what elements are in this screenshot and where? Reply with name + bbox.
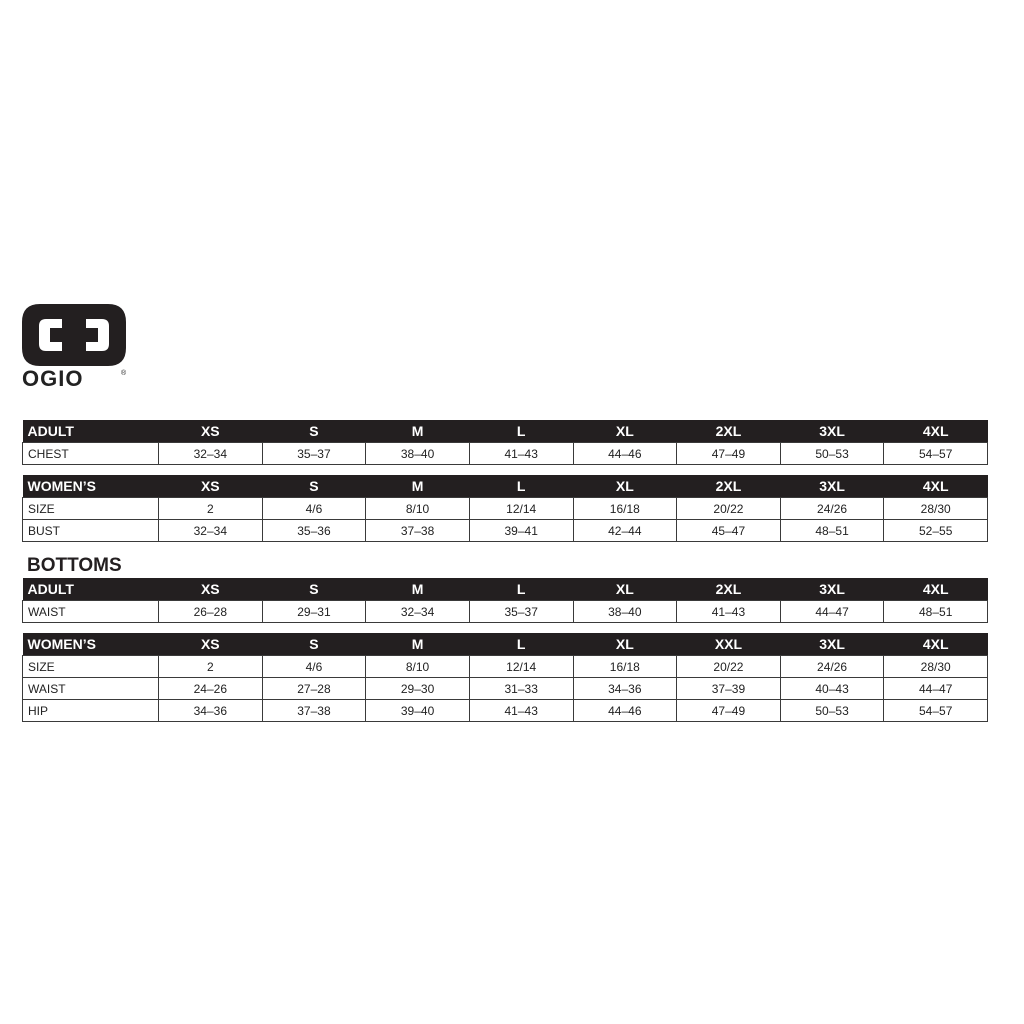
measurement-label: WAIST — [23, 678, 159, 700]
category-header: ADULT — [23, 578, 159, 601]
size-header: 4XL — [884, 475, 988, 498]
measurement-value: 24/26 — [780, 498, 884, 520]
size-header: 3XL — [780, 475, 884, 498]
size-header: L — [469, 420, 573, 443]
size-header: S — [262, 633, 366, 656]
measurement-value: 35–36 — [262, 520, 366, 542]
ogio-logo — [22, 304, 132, 392]
header-row — [23, 578, 988, 601]
measurement-value: 44–46 — [573, 700, 677, 722]
size-header: S — [262, 420, 366, 443]
size-header: 2XL — [677, 420, 781, 443]
measurement-value: 47–49 — [677, 700, 781, 722]
table-row — [23, 656, 988, 678]
size-header: M — [366, 633, 470, 656]
measurement-value: 39–41 — [469, 520, 573, 542]
tops-womens-table — [22, 475, 988, 542]
measurement-value: 27–28 — [262, 678, 366, 700]
size-header: XS — [159, 633, 263, 656]
measurement-value: 44–47 — [884, 678, 988, 700]
header-row — [23, 420, 988, 443]
measurement-value: 47–49 — [677, 443, 781, 465]
measurement-value: 12/14 — [469, 498, 573, 520]
measurement-value: 40–43 — [780, 678, 884, 700]
measurement-value: 42–44 — [573, 520, 677, 542]
measurement-value: 16/18 — [573, 498, 677, 520]
measurement-label: WAIST — [23, 601, 159, 623]
measurement-value: 50–53 — [780, 700, 884, 722]
category-header: ADULT — [23, 420, 159, 443]
size-header: XS — [159, 578, 263, 601]
size-header: 3XL — [780, 578, 884, 601]
measurement-value: 32–34 — [366, 601, 470, 623]
measurement-value: 54–57 — [884, 700, 988, 722]
measurement-value: 35–37 — [469, 601, 573, 623]
measurement-value: 29–31 — [262, 601, 366, 623]
measurement-value: 54–57 — [884, 443, 988, 465]
measurement-value: 44–46 — [573, 443, 677, 465]
measurement-value: 31–33 — [469, 678, 573, 700]
size-header: XL — [573, 633, 677, 656]
measurement-value: 4/6 — [262, 656, 366, 678]
measurement-value: 28/30 — [884, 498, 988, 520]
measurement-value: 52–55 — [884, 520, 988, 542]
measurement-value: 16/18 — [573, 656, 677, 678]
size-header: XL — [573, 420, 677, 443]
size-header: 3XL — [780, 420, 884, 443]
measurement-value: 2 — [159, 656, 263, 678]
measurement-value: 41–43 — [469, 443, 573, 465]
size-header: 4XL — [884, 633, 988, 656]
measurement-value: 39–40 — [366, 700, 470, 722]
size-header: S — [262, 578, 366, 601]
measurement-value: 48–51 — [884, 601, 988, 623]
measurement-label: SIZE — [23, 656, 159, 678]
measurement-label: BUST — [23, 520, 159, 542]
measurement-value: 2 — [159, 498, 263, 520]
size-header: 4XL — [884, 578, 988, 601]
measurement-value: 35–37 — [262, 443, 366, 465]
table-row — [23, 601, 988, 623]
size-header: XS — [159, 475, 263, 498]
size-header: S — [262, 475, 366, 498]
size-header: XXL — [677, 633, 781, 656]
measurement-value: 41–43 — [469, 700, 573, 722]
measurement-value: 8/10 — [366, 498, 470, 520]
measurement-value: 20/22 — [677, 656, 781, 678]
measurement-value: 38–40 — [366, 443, 470, 465]
size-header: M — [366, 578, 470, 601]
measurement-value: 37–39 — [677, 678, 781, 700]
ogio-logo-mark-icon — [22, 304, 126, 366]
measurement-label: SIZE — [23, 498, 159, 520]
measurement-value: 4/6 — [262, 498, 366, 520]
size-header: 2XL — [677, 475, 781, 498]
table-row — [23, 678, 988, 700]
size-header: L — [469, 475, 573, 498]
table-row — [23, 443, 988, 465]
measurement-label: CHEST — [23, 443, 159, 465]
measurement-value: 44–47 — [780, 601, 884, 623]
size-header: 3XL — [780, 633, 884, 656]
table-row — [23, 700, 988, 722]
measurement-value: 41–43 — [677, 601, 781, 623]
registered-mark: ® — [121, 370, 127, 377]
measurement-value: 37–38 — [366, 520, 470, 542]
measurement-value: 37–38 — [262, 700, 366, 722]
bottoms-section-title: BOTTOMS — [27, 555, 122, 576]
measurement-value: 26–28 — [159, 601, 263, 623]
size-header: M — [366, 420, 470, 443]
measurement-value: 28/30 — [884, 656, 988, 678]
measurement-value: 24/26 — [780, 656, 884, 678]
measurement-value: 32–34 — [159, 520, 263, 542]
size-header: L — [469, 578, 573, 601]
measurement-label: HIP — [23, 700, 159, 722]
measurement-value: 48–51 — [780, 520, 884, 542]
size-header: L — [469, 633, 573, 656]
measurement-value: 50–53 — [780, 443, 884, 465]
size-header: 2XL — [677, 578, 781, 601]
bottoms-adult-table — [22, 578, 988, 623]
size-header: XL — [573, 578, 677, 601]
bottoms-womens-table — [22, 633, 988, 722]
header-row — [23, 633, 988, 656]
brand-wordmark: OGIO — [22, 366, 84, 391]
category-header: WOMEN’S — [23, 475, 159, 498]
measurement-value: 20/22 — [677, 498, 781, 520]
table-row — [23, 498, 988, 520]
measurement-value: 32–34 — [159, 443, 263, 465]
table-row — [23, 520, 988, 542]
measurement-value: 24–26 — [159, 678, 263, 700]
header-row — [23, 475, 988, 498]
measurement-value: 8/10 — [366, 656, 470, 678]
category-header: WOMEN’S — [23, 633, 159, 656]
size-header: M — [366, 475, 470, 498]
measurement-value: 34–36 — [573, 678, 677, 700]
size-header: 4XL — [884, 420, 988, 443]
measurement-value: 38–40 — [573, 601, 677, 623]
measurement-value: 45–47 — [677, 520, 781, 542]
measurement-value: 29–30 — [366, 678, 470, 700]
size-header: XL — [573, 475, 677, 498]
tops-adult-table — [22, 420, 988, 465]
measurement-value: 34–36 — [159, 700, 263, 722]
measurement-value: 12/14 — [469, 656, 573, 678]
size-header: XS — [159, 420, 263, 443]
